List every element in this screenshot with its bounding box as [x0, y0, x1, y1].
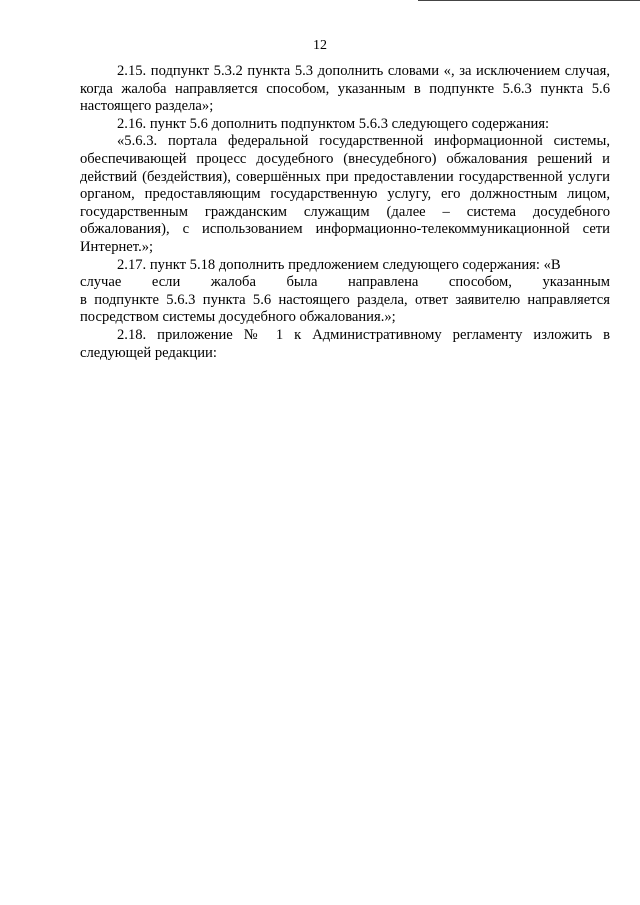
- paragraph-2-18: 2.18. приложение № 1 к Административному регламенту изложить в следующей редакции:: [80, 326, 610, 361]
- document-body: [80, 63, 610, 362]
- paragraph-2-16: 2.16. пункт 5.6 дополнить подпунктом 5.6.3 следующего содержания:: [117, 115, 550, 132]
- top-edge-rule: [418, 0, 640, 1]
- page-number: 12: [313, 38, 327, 53]
- paragraph-2-17-line-2: случае если жалоба была направлена способом, указанным: [80, 274, 610, 291]
- paragraph-2-17-rest: в подпункте 5.6.3 пункта 5.6 настоящего раздела, ответ заявителю направляется посредством системы досудебного обжалования.»;: [80, 291, 610, 326]
- paragraph-2-15: 2.15. подпункт 5.3.2 пункта 5.3 дополнить словами «, за исключением случая, когда жалоба направляется способом, указанным в подпункте 5.6.3 пункта 5.6 настоящего раздела»;: [80, 63, 610, 115]
- paragraph-2-17: [80, 257, 610, 327]
- paragraph-5-6-3-quote: «5.6.3. портала федеральной государственной информационной системы, обеспечивающей процесс досудебного (внесудебного) обжалования решений и действий (бездействия), совершённых при предоставлении государственной услуги органом, предоставляющим государственную услугу, его должностным лицом, государственным гражданским служащим (далее – система досудебного обжалования), с использованием информационно-телекоммуникационной сети Интернет.»;: [80, 133, 610, 255]
- paragraph-2-17-line-1: 2.17. пункт 5.18 дополнить предложением следующего содержания: «В: [117, 256, 561, 273]
